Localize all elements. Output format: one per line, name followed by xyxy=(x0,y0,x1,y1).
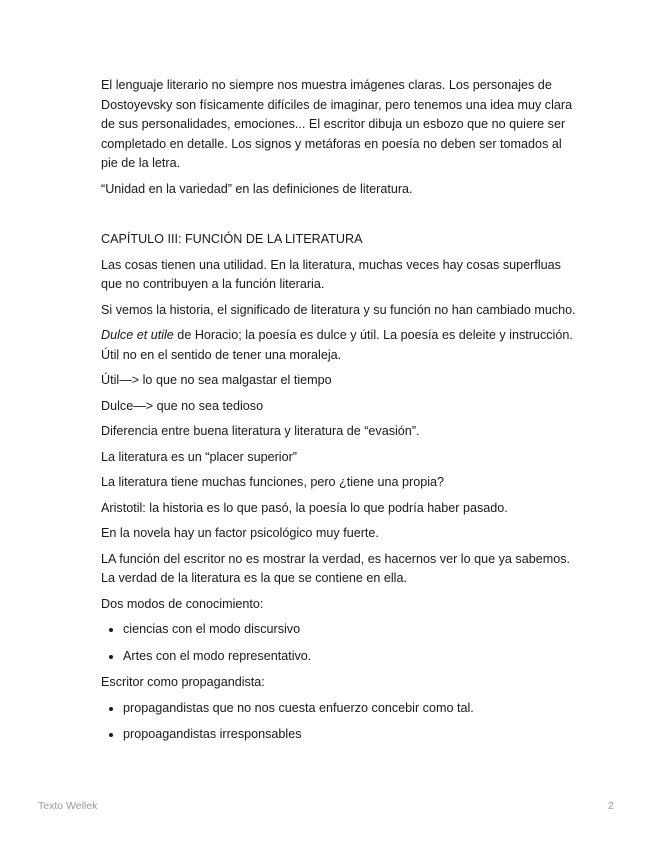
list-item: • propagandistas que no nos cuesta enfuerzo concebir como tal. xyxy=(123,699,581,719)
chapter-paragraph-7: La literatura es un “placer superior” xyxy=(101,449,297,464)
intro-paragraph-2: “Unidad en la variedad” en las definiciones de literatura. xyxy=(101,181,413,196)
page-number: 2 xyxy=(608,800,614,812)
chapter-paragraph-11: LA función del escritor no es mostrar la verdad, es hacernos ver lo que ya sabemos. La verdad de la literatura es la que se contiene en ella. xyxy=(101,551,571,585)
chapter-paragraph-3 xyxy=(101,326,581,365)
chapter-title: CAPÍTULO III: FUNCIÓN DE LA LITERATURA xyxy=(101,232,363,246)
chapter-paragraph-3-rest: de Horacio; la poesía es dulce y útil. La poesía es deleite y instrucción. Útil no en el sentido de tener una moraleja. xyxy=(101,328,573,362)
intro-paragraph-1: El lenguaje literario no siempre nos muestra imágenes claras. Los personajes de Dostoyevsky son físicamente difíciles de imaginar, pero tenemos una idea muy clara de sus personalidades, emociones... El escritor dibuja un esbozo que no quiere ser completado en detalle. Los signos y metáforas en poesía no deben ser tomados al pie de la letra. xyxy=(101,78,573,170)
chapter-paragraph-10: En la novela hay un factor psicológico muy fuerte. xyxy=(101,526,379,540)
propagandist-list xyxy=(101,699,581,745)
chapter-paragraph-6: Diferencia entre buena literatura y literatura de “evasión”. xyxy=(101,424,420,438)
chapter-paragraph-13: Escritor como propagandista: xyxy=(101,675,265,689)
chapter-paragraph-5: Dulce—> que no sea tedioso xyxy=(101,398,264,413)
list-item: • ciencias con el modo discursivo xyxy=(123,620,581,640)
knowledge-modes-list xyxy=(101,620,581,666)
chapter-paragraph-8: La literatura tiene muchas funciones, pero ¿tiene una propia? xyxy=(101,475,445,489)
footer-document-title: Texto Wellek xyxy=(38,800,98,812)
list-item: • propoagandistas irresponsables xyxy=(123,725,581,745)
document-page xyxy=(101,76,581,752)
chapter-paragraph-1: Las cosas tienen una utilidad. En la literatura, muchas veces hay cosas superfluas que no contribuyen a la función literaria. xyxy=(101,257,561,291)
chapter-paragraph-2: Si vemos la historia, el significado de literatura y su función no han cambiado mucho. xyxy=(101,302,576,317)
latin-phrase: Dulce et utile xyxy=(101,328,174,342)
chapter-paragraph-4: Útil—> lo que no sea malgastar el tiempo xyxy=(101,373,332,387)
chapter-paragraph-9: Aristotil: la historia es lo que pasó, la poesía lo que podría haber pasado. xyxy=(101,500,508,515)
chapter-paragraph-12: Dos modos de conocimiento: xyxy=(101,596,264,611)
list-item: • Artes con el modo representativo. xyxy=(123,647,581,667)
